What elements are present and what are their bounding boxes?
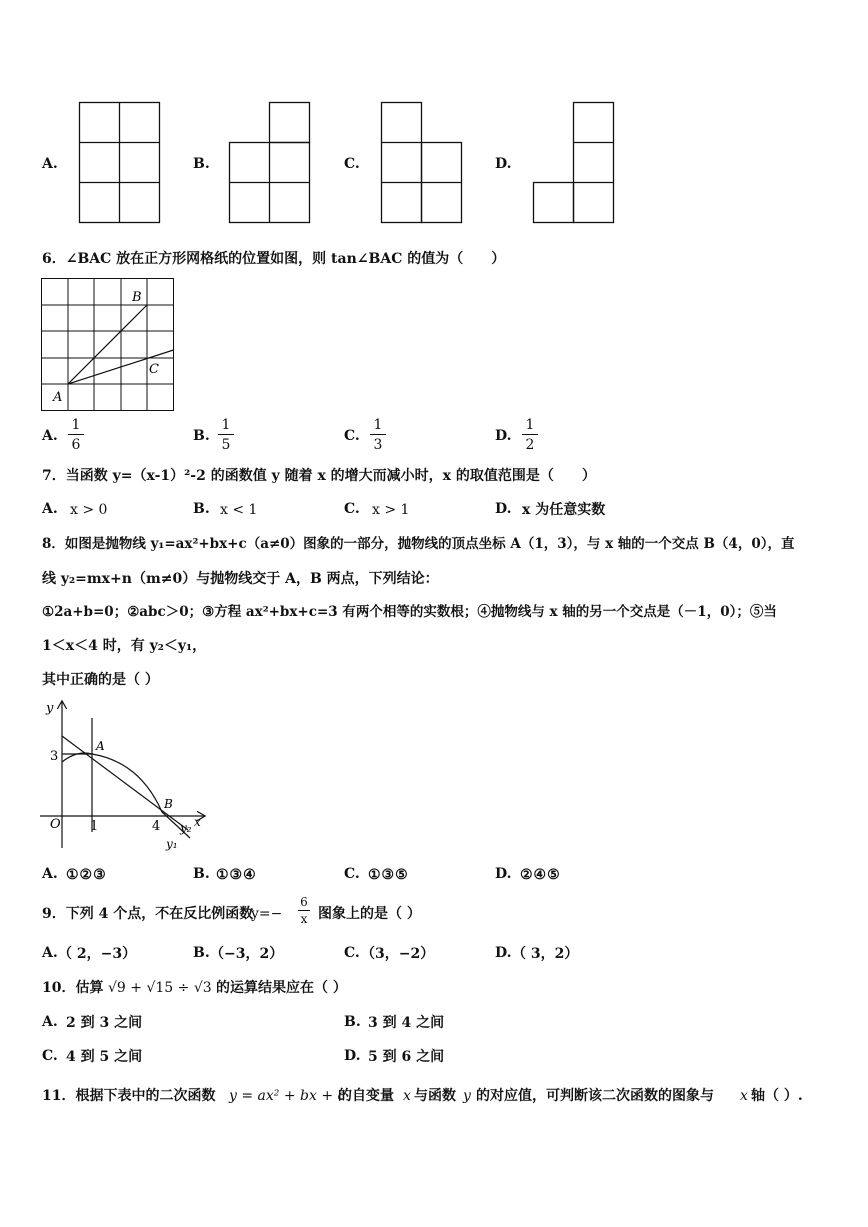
q5-figure-a bbox=[79, 102, 161, 224]
q11-stem-mid2: 与函数 bbox=[414, 1088, 456, 1104]
q5-figure-c bbox=[381, 102, 463, 224]
q7-stem: 7．当函数 y=（x-1）²-2 的函数值 y 随着 x 的增大而减小时，x 的取值范围是（ ） bbox=[42, 468, 596, 484]
q9-option-d-text: （ 3，2） bbox=[512, 946, 579, 962]
q5-option-d-label: D. bbox=[495, 156, 512, 172]
q6-option-c-fraction: $\frac{1}{3}$ bbox=[370, 416, 386, 455]
q11-var-x2: x bbox=[740, 1088, 748, 1104]
q6-grid-figure bbox=[41, 278, 175, 412]
q9-option-b-label: B. bbox=[193, 945, 210, 961]
q9-option-d-label: D. bbox=[495, 945, 512, 961]
q10-option-a-label: A. bbox=[42, 1014, 58, 1030]
q9-function-fraction: $\frac{6}{x}$ bbox=[298, 895, 310, 927]
q9-option-a-text: （ 2，−3） bbox=[58, 946, 137, 962]
q8-stem-line4: 1＜x＜4 时，有 y₂＜y₁， bbox=[42, 638, 207, 654]
q6-option-c-label: C. bbox=[344, 428, 360, 444]
q8-axis-y-label: y bbox=[46, 701, 54, 716]
q7-option-d-label: D. bbox=[495, 501, 512, 517]
q8-y3-label: 3 bbox=[50, 749, 59, 764]
q8-option-d-text: ②④⑤ bbox=[520, 867, 561, 883]
q6-label-c: C bbox=[149, 362, 159, 377]
q8-point-a-label: A bbox=[96, 739, 105, 753]
q11-stem-mid1: 的自变量 bbox=[338, 1088, 394, 1104]
q10-option-c-text: 4 到 5 之间 bbox=[66, 1049, 143, 1065]
q8-option-a-text: ①②③ bbox=[66, 867, 107, 883]
q6-option-a-label: A. bbox=[42, 428, 58, 444]
q6-label-b: B bbox=[132, 290, 142, 305]
q7-option-c-label: C. bbox=[344, 501, 360, 517]
q8-axis-x-label: x bbox=[194, 815, 201, 829]
q5-option-c-label: C. bbox=[344, 156, 360, 172]
q7-option-c-text: x > 1 bbox=[372, 502, 410, 518]
q8-stem-line5: 其中正确的是（ ） bbox=[42, 672, 159, 688]
q6-option-d-fraction: $\frac{1}{2}$ bbox=[522, 416, 538, 455]
q8-stem-line2: 线 y₂=mx+n（m≠0）与抛物线交于 A，B 两点，下列结论： bbox=[42, 571, 439, 587]
q10-option-d-label: D. bbox=[344, 1048, 361, 1064]
q10-option-c-label: C. bbox=[42, 1048, 58, 1064]
q10-stem-pre: 10．估算 bbox=[42, 980, 104, 996]
q9-function-y: y=− bbox=[251, 906, 283, 922]
q11-var-x: x bbox=[403, 1088, 411, 1104]
q6-option-d-label: D. bbox=[495, 428, 512, 444]
q8-option-b-text: ①③④ bbox=[216, 867, 257, 883]
q9-option-c-text: （3，−2） bbox=[361, 946, 435, 962]
q8-x1-label: 1 bbox=[90, 819, 99, 834]
q8-point-b-label: B bbox=[164, 797, 173, 811]
q11-var-y: y bbox=[463, 1088, 471, 1104]
q10-expression: √9 + √15 ÷ √3 bbox=[108, 980, 212, 996]
q8-parabola-graph bbox=[40, 700, 210, 852]
q9-option-b-text: （−3，2） bbox=[210, 946, 284, 962]
q7-option-a-text: x > 0 bbox=[70, 502, 108, 518]
q10-stem-post: 的运算结果应在（ ） bbox=[216, 980, 347, 996]
q11-stem-post: 轴（ ）. bbox=[751, 1088, 803, 1104]
q6-option-b-fraction: $\frac{1}{5}$ bbox=[218, 416, 234, 455]
q10-option-b-label: B. bbox=[344, 1014, 361, 1030]
q9-stem-post: 图象上的是（ ） bbox=[318, 906, 421, 922]
q5-figure-d bbox=[533, 102, 615, 224]
q5-figure-b bbox=[229, 102, 311, 224]
q7-option-b-text: x < 1 bbox=[220, 502, 258, 518]
q6-stem: 6．∠BAC 放在正方形网格纸的位置如图，则 tan∠BAC 的值为（ ） bbox=[42, 251, 506, 267]
q8-option-b-label: B. bbox=[193, 866, 210, 882]
q10-option-a-text: 2 到 3 之间 bbox=[66, 1015, 143, 1031]
q9-stem-pre: 9．下列 4 个点，不在反比例函数 bbox=[42, 906, 254, 922]
q11-expression: y = ax² + bx + c bbox=[229, 1088, 346, 1104]
q5-option-b-label: B. bbox=[193, 156, 210, 172]
q7-option-b-label: B. bbox=[193, 501, 210, 517]
q9-option-c-label: C. bbox=[344, 945, 360, 961]
q8-stem-line1: 8．如图是抛物线 y₁=ax²+bx+c（a≠0）图象的一部分，抛物线的顶点坐标 A（1，3），与 x 轴的一个交点 B（4，0），直 bbox=[42, 536, 795, 552]
q8-option-c-label: C. bbox=[344, 866, 360, 882]
q11-stem-pre: 11．根据下表中的二次函数 bbox=[42, 1088, 216, 1104]
q8-option-a-label: A. bbox=[42, 866, 58, 882]
q9-option-a-label: A. bbox=[42, 945, 58, 961]
q6-option-b-label: B. bbox=[193, 428, 210, 444]
q7-option-a-label: A. bbox=[42, 501, 58, 517]
q6-option-a-fraction: $\frac{1}{6}$ bbox=[68, 416, 84, 455]
q8-y1-label: y₁ bbox=[166, 837, 178, 851]
q7-option-d-text: x 为任意实数 bbox=[522, 502, 606, 518]
q10-option-b-text: 3 到 4 之间 bbox=[368, 1015, 445, 1031]
q5-option-a-label: A. bbox=[42, 156, 58, 172]
q8-option-c-text: ①③⑤ bbox=[368, 867, 409, 883]
q10-option-d-text: 5 到 6 之间 bbox=[368, 1049, 445, 1065]
q6-label-a: A bbox=[53, 390, 63, 405]
q8-x4-label: 4 bbox=[152, 819, 161, 834]
q8-y2-label: y₂ bbox=[180, 821, 192, 835]
q8-stem-line3: ①2a+b=0；②abc＞0；③方程 ax²+bx+c=3 有两个相等的实数根；④抛物线与 x 轴的另一个交点是（－1，0）；⑤当 bbox=[42, 604, 777, 620]
q11-stem-mid3: 的对应值，可判断该二次函数的图象与 bbox=[476, 1088, 714, 1104]
q8-origin-label: O bbox=[50, 817, 61, 832]
q8-option-d-label: D. bbox=[495, 866, 512, 882]
